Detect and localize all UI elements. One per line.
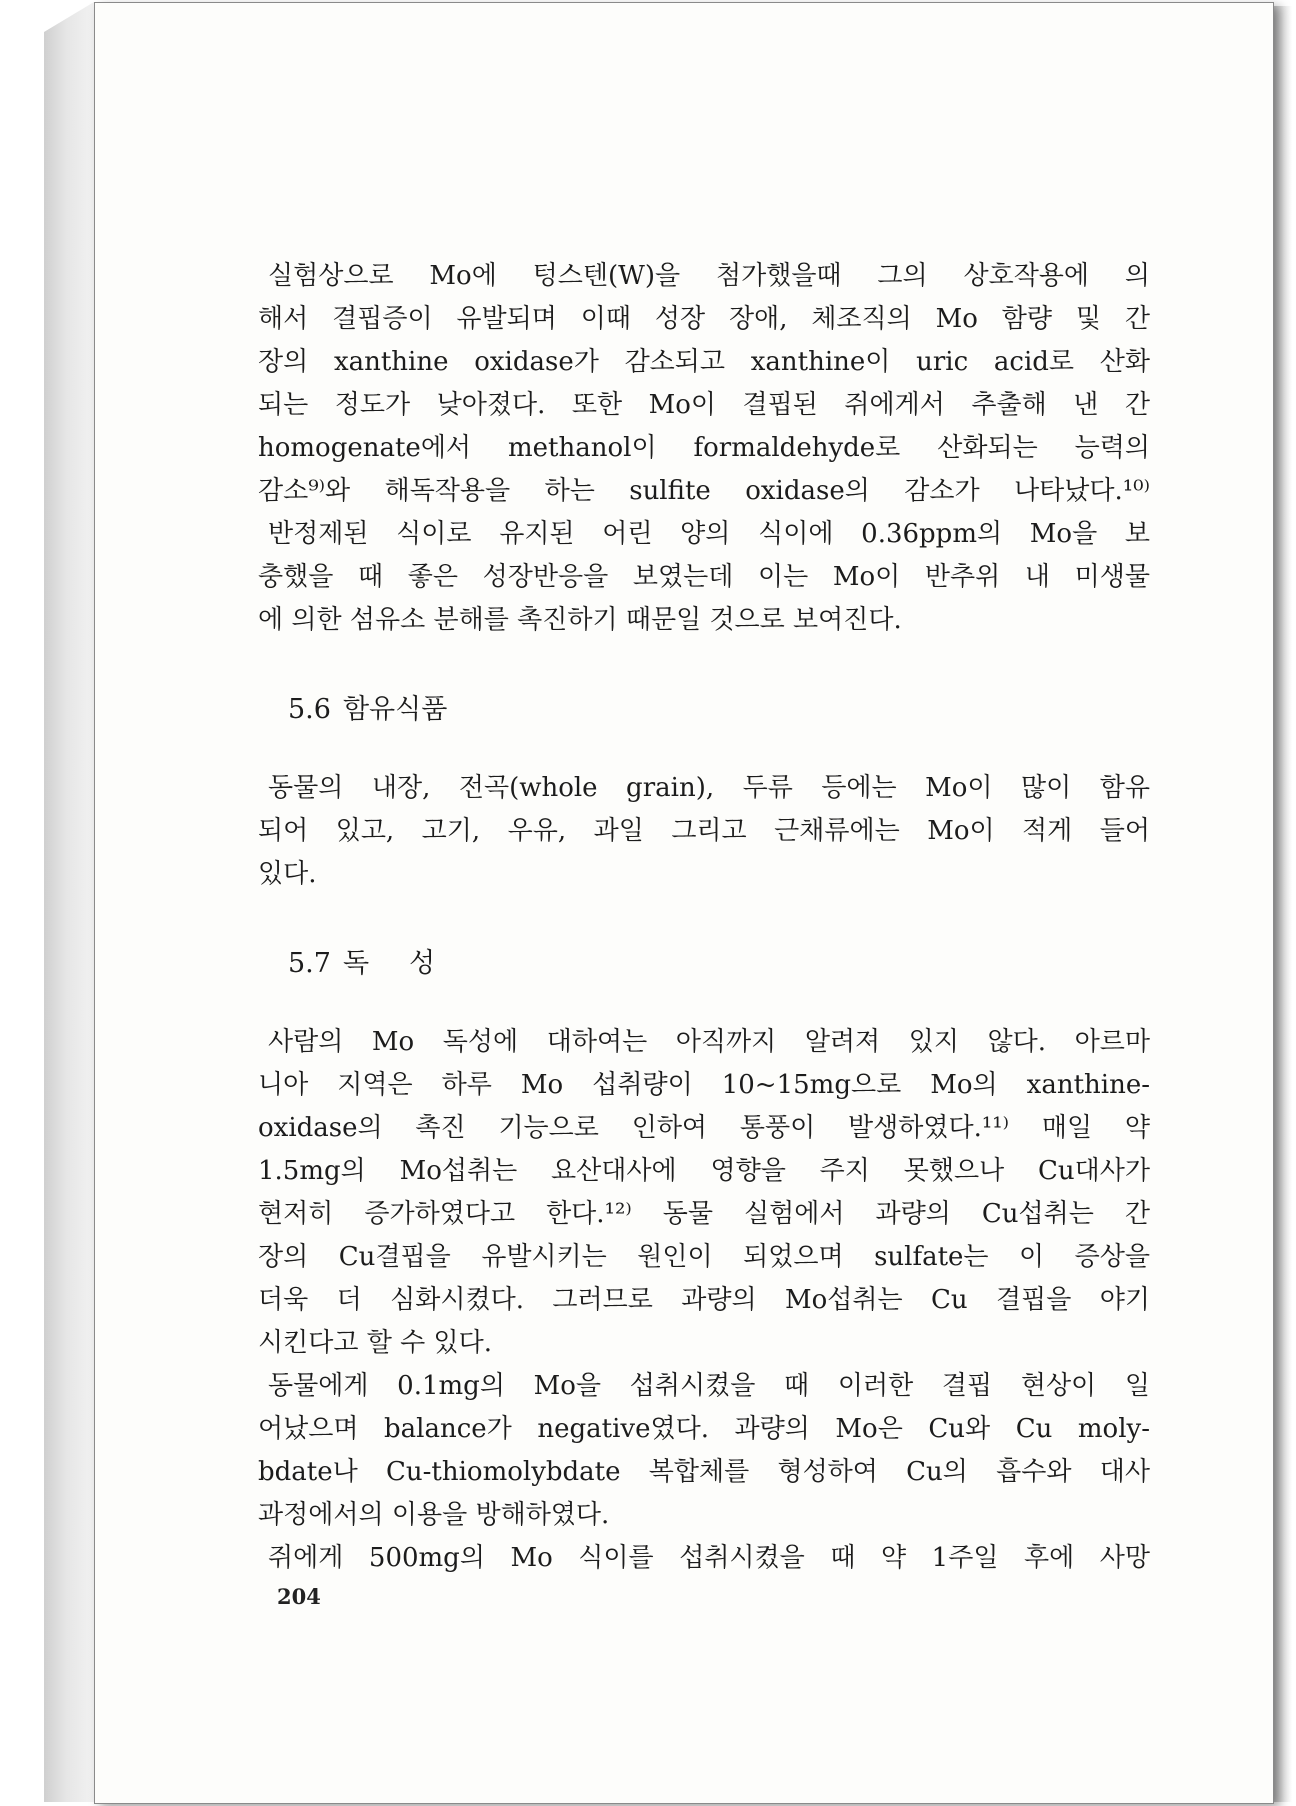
page-number: 204 [277, 1584, 321, 1609]
paragraph-tungsten-interaction [258, 255, 1150, 513]
text-line: oxidase의 촉진 기능으로 인하여 통풍이 발생하였다.¹¹⁾ 매일 약 [258, 1113, 1150, 1143]
text-line: 동물의 내장, 전곡(whole grain), 두류 등에는 Mo이 많이 함유 [268, 773, 1150, 803]
paragraph-animal-deficiency [258, 1365, 1150, 1537]
book-spine-corner [44, 2, 94, 32]
section-heading-food-sources [258, 688, 1150, 731]
text-line: 쥐에게 500mg의 Mo 식이를 섭취시켰을 때 약 1주일 후에 사망 [268, 1543, 1150, 1573]
section-number: 5.6 [288, 694, 331, 725]
text-line: 장의 Cu결핍을 유발시키는 원인이 되었으며 sulfate는 이 증상을 [258, 1242, 1150, 1272]
page-content [258, 255, 1150, 1580]
section-title-part: 성 [409, 948, 436, 979]
text-line: 되어 있고, 고기, 우유, 과일 그리고 근채류에는 Mo이 적게 들어 [258, 816, 1150, 846]
text-line: 장의 xanthine oxidase가 감소되고 xanthine이 uric acid로 산화 [258, 347, 1150, 377]
book-spine [44, 2, 94, 1802]
text-line: 있다. [258, 859, 317, 889]
text-line: 시킨다고 할 수 있다. [258, 1328, 492, 1358]
paragraph-rat-toxicity [258, 1537, 1150, 1580]
section-title: 함유식품 [342, 694, 448, 725]
text-line: 사람의 Mo 독성에 대하여는 아직까지 알려져 있지 않다. 아르마 [268, 1027, 1150, 1057]
section-heading-toxicity [258, 942, 1150, 985]
paragraph-human-toxicity [258, 1021, 1150, 1365]
section-title-part: 독 [342, 948, 370, 979]
text-line: homogenate에서 methanol이 formaldehyde로 산화되는 능력의 [258, 433, 1150, 463]
text-line: 실험상으로 Mo에 텅스텐(W)을 첨가했을때 그의 상호작용에 의 [268, 261, 1150, 291]
text-line: 충했을 때 좋은 성장반응을 보였는데 이는 Mo이 반추위 내 미생물 [258, 562, 1150, 592]
text-line: 감소⁹⁾와 해독작용을 하는 sulfite oxidase의 감소가 나타났다.¹⁰⁾ [258, 476, 1150, 506]
text-line: 반정제된 식이로 유지된 어린 양의 식이에 0.36ppm의 Mo을 보 [268, 519, 1150, 549]
paragraph-food-sources [258, 767, 1150, 896]
text-line: 에 의한 섬유소 분해를 촉진하기 때문일 것으로 보여진다. [258, 605, 902, 635]
text-line: 어났으며 balance가 negative였다. 과량의 Mo은 Cu와 Cu moly- [258, 1414, 1150, 1444]
page-edge-shadow [1272, 6, 1292, 1802]
text-line: 현저히 증가하였다고 한다.¹²⁾ 동물 실험에서 과량의 Cu섭취는 간 [258, 1199, 1150, 1229]
paragraph-lamb-diet [258, 513, 1150, 642]
text-line: 동물에게 0.1mg의 Mo을 섭취시켰을 때 이러한 결핍 현상이 일 [268, 1371, 1150, 1401]
text-line: 니아 지역은 하루 Mo 섭취량이 10~15mg으로 Mo의 xanthine- [258, 1070, 1150, 1100]
text-line: bdate나 Cu-thiomolybdate 복합체를 형성하여 Cu의 흡수와 대사 [258, 1457, 1150, 1487]
text-line: 되는 정도가 낮아졌다. 또한 Mo이 결핍된 쥐에게서 추출해 낸 간 [258, 390, 1150, 420]
text-line: 해서 결핍증이 유발되며 이때 성장 장애, 체조직의 Mo 함량 및 간 [258, 304, 1150, 334]
section-number: 5.7 [288, 948, 331, 979]
text-line: 더욱 더 심화시켰다. 그러므로 과량의 Mo섭취는 Cu 결핍을 야기 [258, 1285, 1150, 1315]
text-line: 과정에서의 이용을 방해하였다. [258, 1500, 610, 1530]
text-line: 1.5mg의 Mo섭취는 요산대사에 영향을 주지 못했으나 Cu대사가 [258, 1156, 1150, 1186]
